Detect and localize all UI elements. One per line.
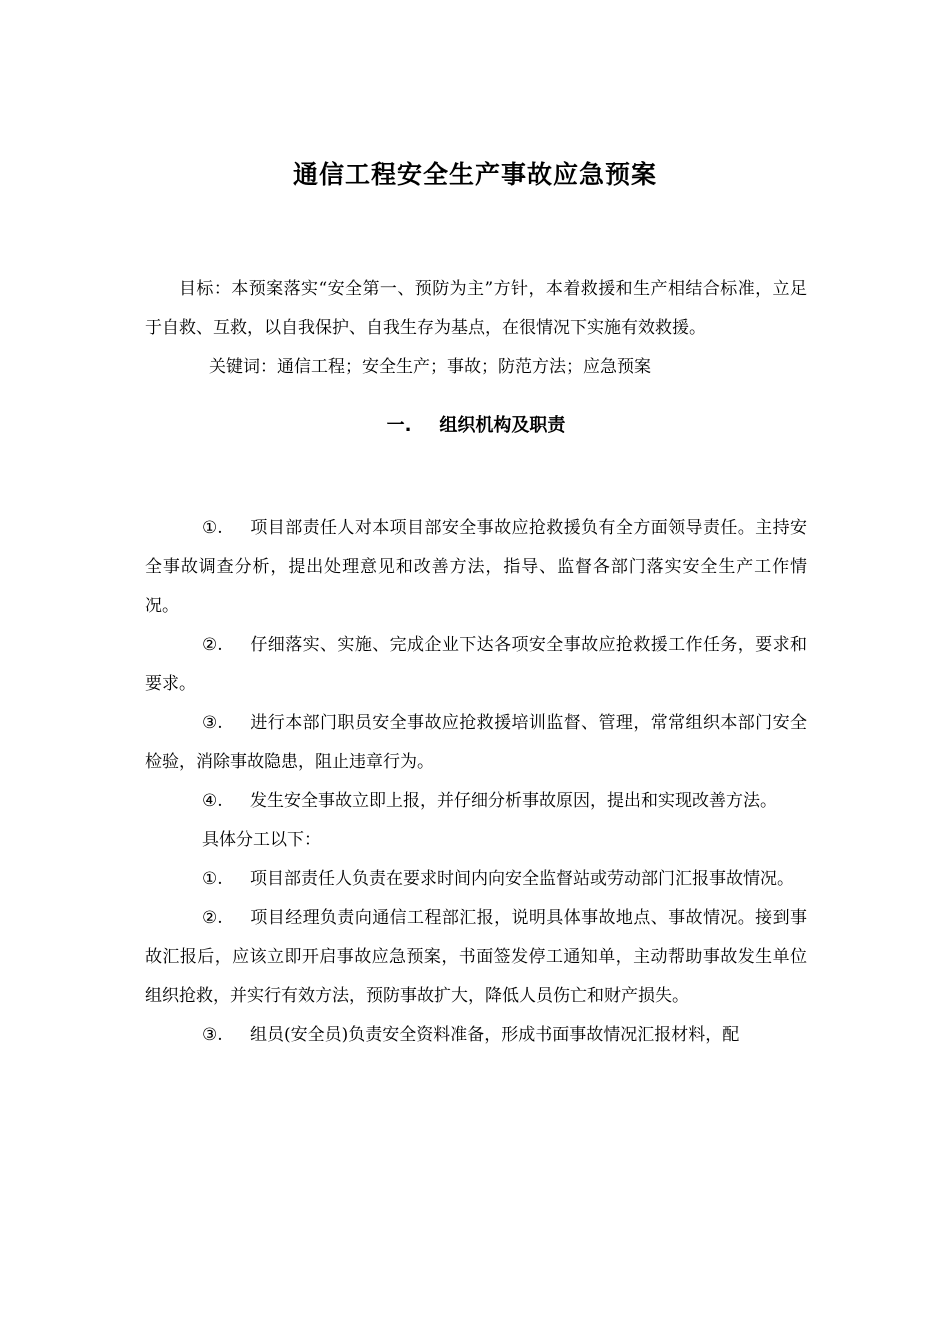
section-number: 一. bbox=[386, 415, 412, 436]
list-item bbox=[145, 860, 807, 899]
item-text: 项目部责任人对本项目部安全事故应抢救援负有全方面领导责任。主持安全事故调查分析，提出处理意见和改善方法，指导、监督各部门落实安全生产工作情况。 bbox=[145, 518, 807, 616]
item-marker: ①. bbox=[202, 518, 223, 538]
item-text: 进行本部门职员安全事故应抢救援培训监督、管理，常常组织本部门安全检验，消除事故隐患，阻止违章行为。 bbox=[145, 713, 807, 772]
keywords-line: 关键词：通信工程；安全生产；事故；防范方法；应急预案 bbox=[209, 357, 651, 377]
list-item bbox=[145, 626, 807, 704]
item-text: 组员(安全员)负责安全资料准备，形成书面事故情况汇报材料，配 bbox=[250, 1025, 740, 1045]
document-title: 通信工程安全生产事故应急预案 bbox=[292, 160, 657, 189]
item-text: 项目部责任人负责在要求时间内向安全监督站或劳动部门汇报事故情况。 bbox=[250, 869, 794, 889]
item-marker: ③. bbox=[202, 713, 223, 733]
item-text: 发生安全事故立即上报，并仔细分析事故原因，提出和实现改善方法。 bbox=[250, 791, 777, 811]
section-title: 组织机构及职责 bbox=[439, 415, 566, 436]
division-intro: 具体分工以下： bbox=[202, 830, 321, 850]
section-heading bbox=[145, 406, 807, 509]
item-marker: ②. bbox=[202, 908, 223, 928]
list-item bbox=[145, 899, 807, 1016]
item-text: 仔细落实、实施、完成企业下达各项安全事故应抢救援工作任务，要求和要求。 bbox=[145, 635, 807, 694]
list-item bbox=[145, 509, 807, 626]
item-text: 项目经理负责向通信工程部汇报，说明具体事故地点、事故情况。接到事故汇报后，应该立即开启事故应急预案，书面签发停工通知单，主动帮助事故发生单位组织抢救，并实行有效方法，预防事故扩大，降低人员伤亡和财产损失。 bbox=[145, 908, 807, 1006]
item-marker: ①. bbox=[202, 869, 223, 889]
intro-paragraph: 目标：本预案落实“安全第一、预防为主”方针，本着救援和生产相结合标准，立足于自救、互救，以自我保护、自我生存为基点，在很情况下实施有效救援。 bbox=[145, 279, 807, 338]
list-item bbox=[145, 782, 807, 821]
item-marker: ③. bbox=[202, 1025, 223, 1045]
list-item bbox=[145, 704, 807, 782]
list-item bbox=[145, 1016, 807, 1055]
document-body bbox=[145, 270, 807, 1055]
item-marker: ④. bbox=[202, 791, 223, 811]
item-marker: ②. bbox=[202, 635, 223, 655]
